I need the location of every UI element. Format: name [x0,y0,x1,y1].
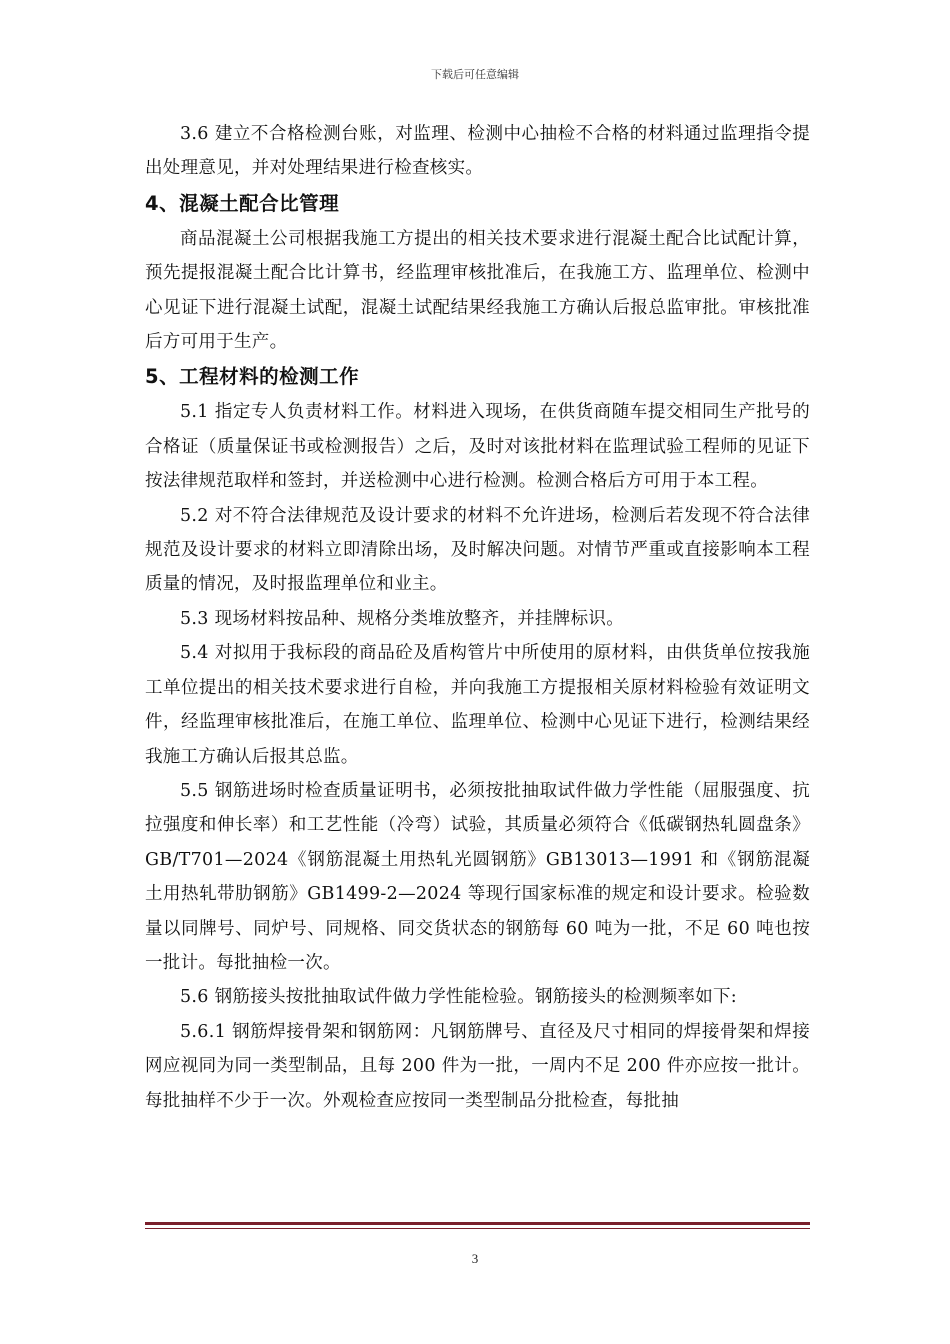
section-heading-4: 4、混凝土配合比管理 [145,191,340,215]
header-note: 下载后可任意编辑 [431,68,519,81]
paragraph-5-1: 5.1 指定专人负责材料工作。材料进入现场，在供货商随车提交相同生产批号的合格证（质量保证书或检测报告）之后，及时对该批材料在监理试验工程师的见证下按法律规范取样和签封，并送检测中心进行检测。检测合格后方可用于本工程。 [145,402,810,492]
paragraph-concrete-mix: 商品混凝土公司根据我施工方提出的相关技术要求进行混凝土配合比试配计算，预先提报混凝土配合比计算书，经监理审核批准后，在我施工方、监理单位、检测中心见证下进行混凝土试配，混凝土试配结果经我施工方确认后报总监审批。审核批准后方可用于生产。 [145,228,810,353]
paragraph-5-3: 5.3 现场材料按品种、规格分类堆放整齐，并挂牌标识。 [180,608,624,629]
paragraph-5-2: 5.2 对不符合法律规范及设计要求的材料不允许进场，检测后若发现不符合法律规范及设计要求的材料立即清除出场，及时解决问题。对情节严重或直接影响本工程质量的情况，及时报监理单位和业主。 [145,505,810,595]
paragraph-3-6: 3.6 建立不合格检测台账，对监理、检测中心抽检不合格的材料通过监理指令提出处理意见，并对处理结果进行检查核实。 [145,124,810,179]
footer-divider-thin [145,1228,810,1229]
document-body [145,117,810,1118]
paragraph-5-6-1: 5.6.1 钢筋焊接骨架和钢筋网：凡钢筋牌号、直径及尺寸相同的焊接骨架和焊接网应视同为同一类型制品，且每 200 件为一批，一周内不足 200 件亦应按一批计。每批抽样不少于一次。外观检查应按同一类型制品分批检查，每批抽 [145,1021,810,1111]
paragraph-5-6: 5.6 钢筋接头按批抽取试件做力学性能检验。钢筋接头的检测频率如下: [180,987,737,1008]
section-heading-5: 5、工程材料的检测工作 [145,365,360,389]
page-number: 3 [471,1251,479,1266]
paragraph-5-5: 5.5 钢筋进场时检查质量证明书，必须按批抽取试件做力学性能（屈服强度、抗拉强度和伸长率）和工艺性能（冷弯）试验，其质量必须符合《低碳钢热轧圆盘条》GB/T701—2024《钢筋混凝土用热轧光圆钢筋》GB13013—1991 和《钢筋混凝土用热轧带肋钢筋》GB1499-2—2024 等现行国家标准的规定和设计要求。检验数量以同牌号、同炉号、同规格、同交货状态的钢筋每 60 吨为一批，不足 60 吨也按一批计。每批抽检一次。 [145,780,810,973]
footer-divider-thick [145,1222,810,1225]
paragraph-5-4: 5.4 对拟用于我标段的商品砼及盾构管片中所使用的原材料，由供货单位按我施工单位提出的相关技术要求进行自检，并向我施工方提报相关原材料检验有效证明文件，经监理审核批准后，在施工单位、监理单位、检测中心见证下进行，检测结果经我施工方确认后报其总监。 [145,643,810,767]
